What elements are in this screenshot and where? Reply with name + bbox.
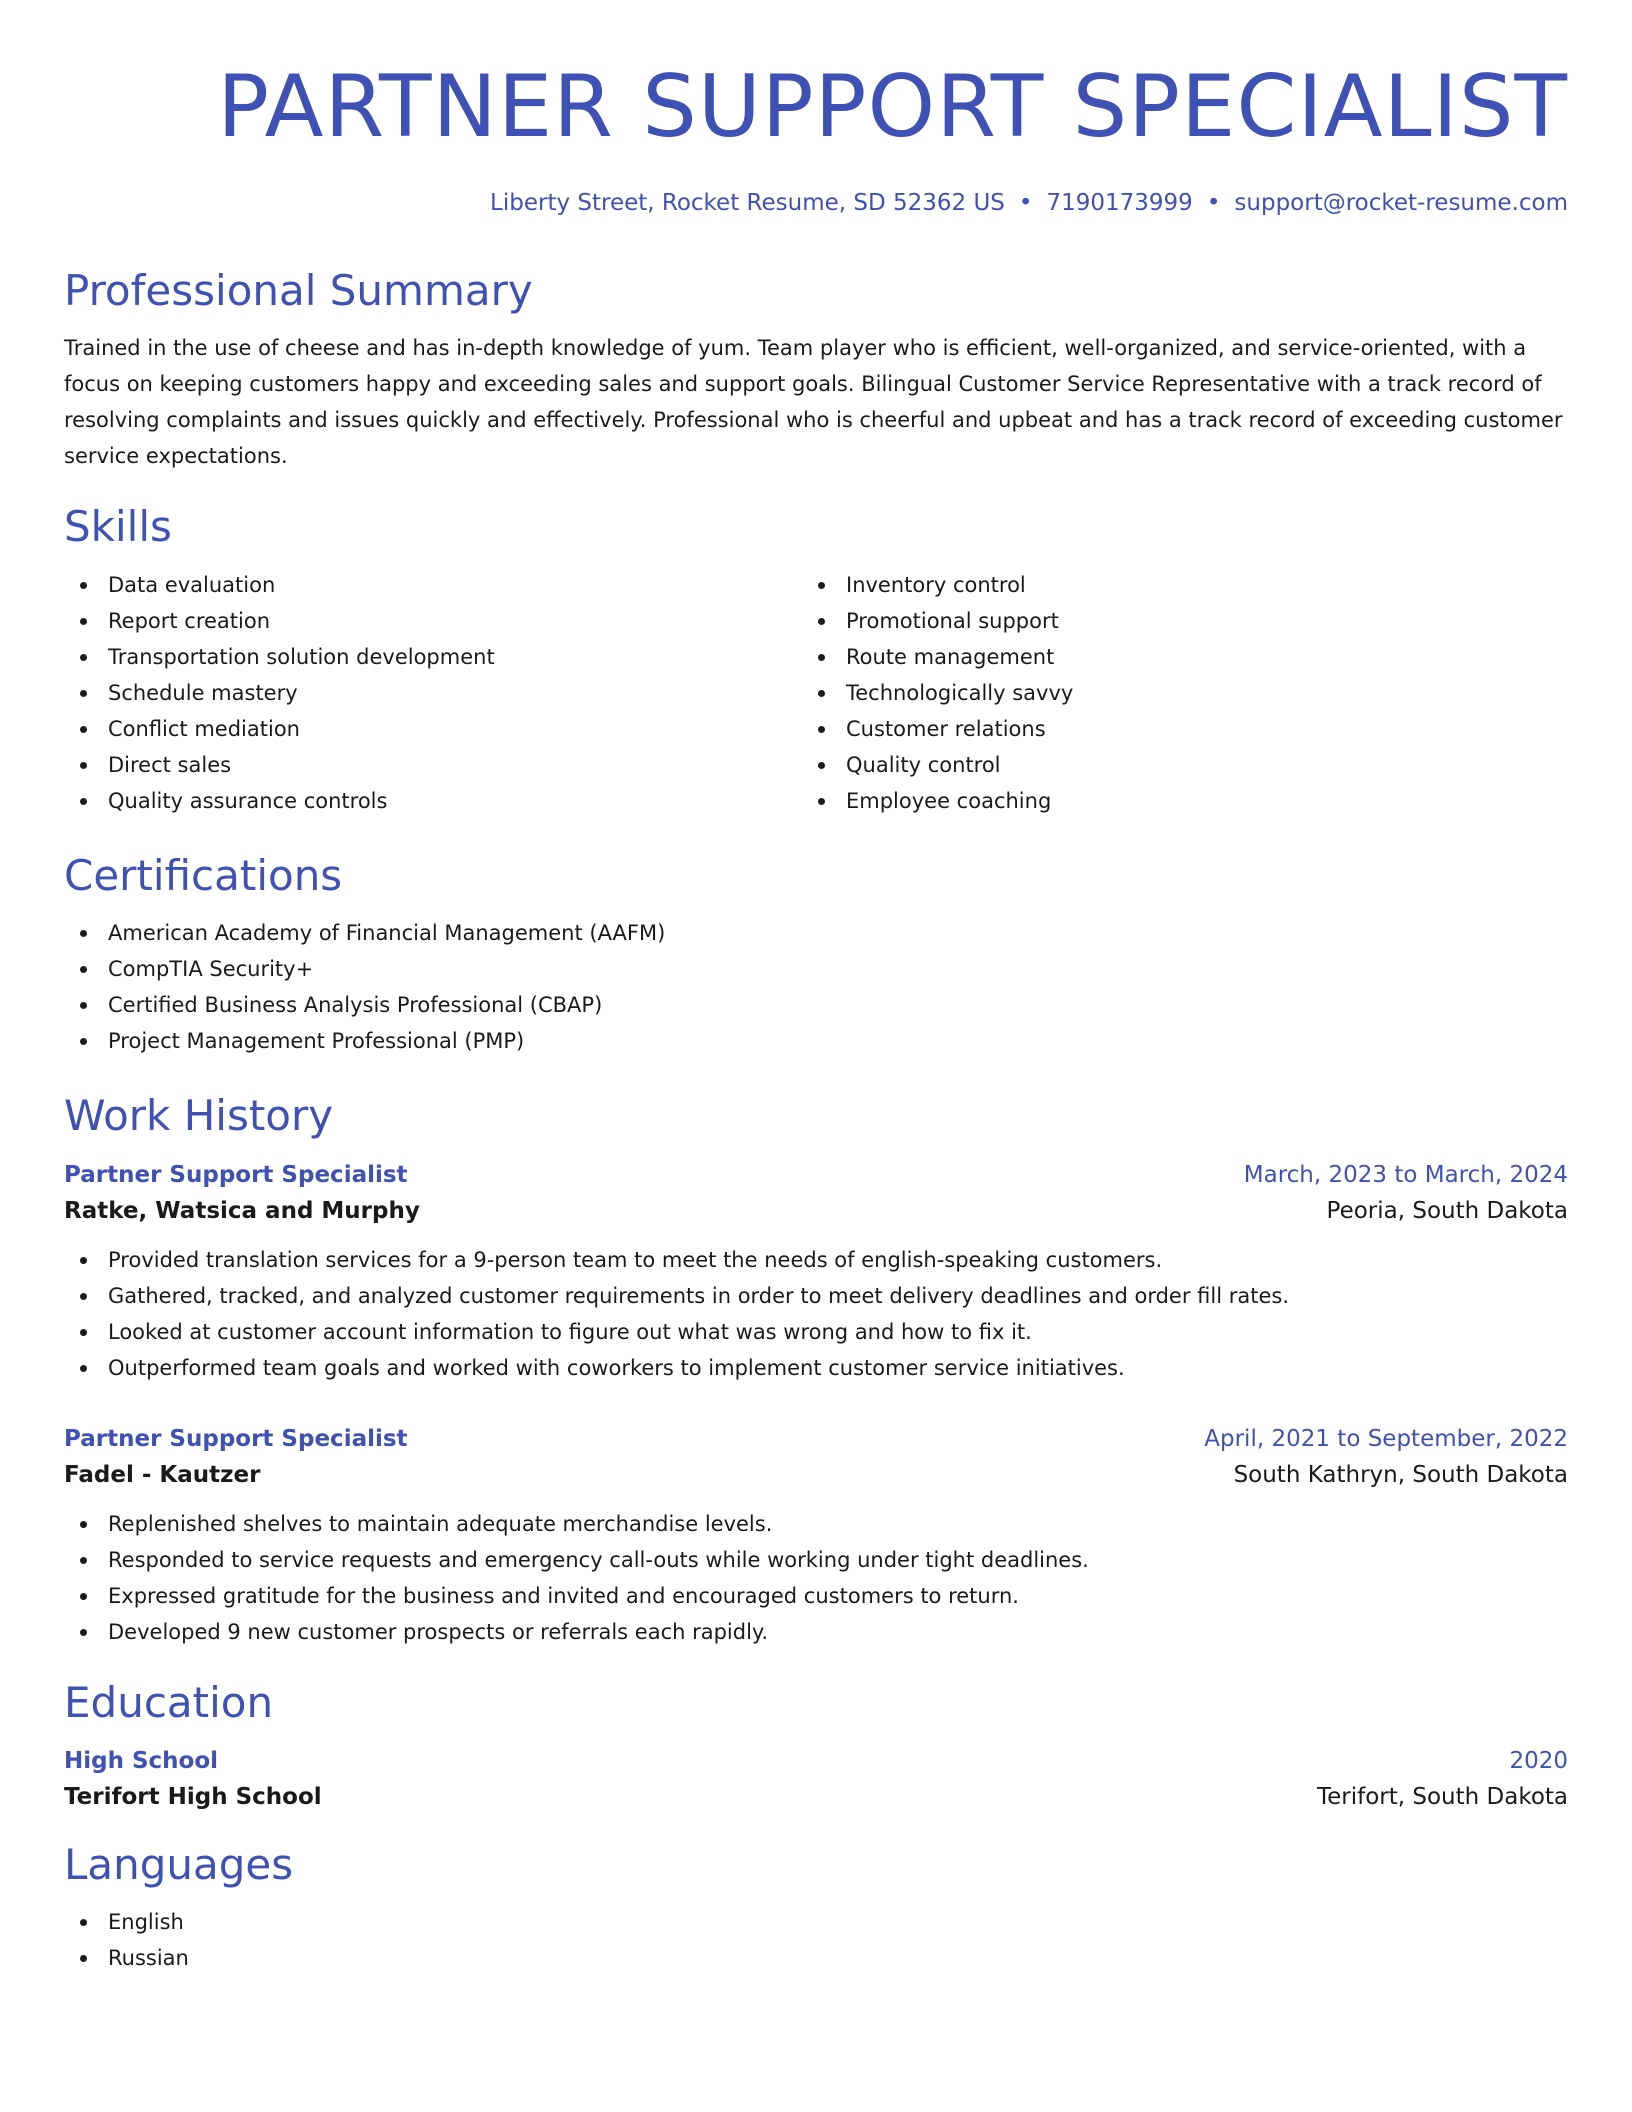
job-bullet: Replenished shelves to maintain adequate merchandise levels. <box>64 1506 1568 1542</box>
summary-text: Trained in the use of cheese and has in-depth knowledge of yum. Team player who is efficient, well-organized, and service-oriented, with a focus on keeping customers happy and exceeding sales and support goals. Bilingual Customer Service Representative with a track record of resolving complaints and issues quickly and effectively. Professional who is cheerful and upbeat and has a track record of exceeding customer service expectations. <box>64 336 1563 469</box>
job-company: Ratke, Watsica and Murphy <box>64 1197 420 1224</box>
contact-phone: 7190173999 <box>1046 190 1193 216</box>
education-school: Terifort High School <box>64 1783 322 1810</box>
candidate-title: PARTNER SUPPORT SPECIALIST <box>217 57 1568 157</box>
certifications-list <box>64 915 1568 1059</box>
education-entry <box>64 1748 1568 1810</box>
job-entry <box>64 1426 1568 1650</box>
contact-separator: • <box>1018 190 1033 216</box>
job-bullets <box>64 1506 1568 1650</box>
job-title: Partner Support Specialist <box>64 1161 408 1188</box>
skill-item: Promotional support <box>802 603 1540 639</box>
skill-item: Technologically savvy <box>802 675 1540 711</box>
job-company: Fadel - Kautzer <box>64 1461 261 1488</box>
language-item: English <box>64 1904 1568 1940</box>
education-subheader <box>64 1784 1568 1810</box>
job-location: South Kathryn, South Dakota <box>1233 1461 1568 1488</box>
skill-item: Employee coaching <box>802 783 1540 819</box>
skill-item: Quality control <box>802 747 1540 783</box>
job-subheader <box>64 1198 1568 1224</box>
certification-item: Certified Business Analysis Professional (CBAP) <box>64 987 1568 1023</box>
job-bullet: Looked at customer account information to figure out what was wrong and how to fix it. <box>64 1314 1568 1350</box>
work-history-heading: Work History <box>64 1091 334 1141</box>
contact-address: Liberty Street, Rocket Resume, SD 52362 US <box>490 190 1005 216</box>
job-bullet: Provided translation services for a 9-person team to meet the needs of english-speaking customers. <box>64 1242 1568 1278</box>
skills-list-right <box>802 567 1540 819</box>
skill-item: Direct sales <box>64 747 802 783</box>
job-bullet: Outperformed team goals and worked with coworkers to implement customer service initiatives. <box>64 1350 1568 1386</box>
job-header <box>64 1162 1568 1188</box>
job-header <box>64 1426 1568 1452</box>
skills-list-left <box>64 567 802 819</box>
job-entry <box>64 1162 1568 1386</box>
skill-item: Quality assurance controls <box>64 783 802 819</box>
job-title: Partner Support Specialist <box>64 1425 408 1452</box>
certifications-heading: Certifications <box>64 850 343 900</box>
skill-item: Conflict mediation <box>64 711 802 747</box>
education-degree: High School <box>64 1747 219 1774</box>
education-location: Terifort, South Dakota <box>1316 1783 1568 1810</box>
skills-heading: Skills <box>64 502 172 552</box>
contact-separator: • <box>1206 190 1221 216</box>
certification-item: American Academy of Financial Management (AAFM) <box>64 915 1568 951</box>
summary-heading: Professional Summary <box>64 266 533 315</box>
skill-item: Customer relations <box>802 711 1540 747</box>
skill-item: Transportation solution development <box>64 639 802 675</box>
job-bullet: Expressed gratitude for the business and invited and encouraged customers to return. <box>64 1578 1568 1614</box>
job-bullet: Developed 9 new customer prospects or referrals each rapidly. <box>64 1614 1568 1650</box>
skill-item: Schedule mastery <box>64 675 802 711</box>
job-location: Peoria, South Dakota <box>1326 1197 1568 1224</box>
skills-columns <box>64 567 1568 819</box>
education-header <box>64 1748 1568 1774</box>
education-heading: Education <box>64 1677 274 1727</box>
languages-list <box>64 1904 1568 1976</box>
job-bullet: Responded to service requests and emergency call-outs while working under tight deadlines. <box>64 1542 1568 1578</box>
skill-item: Report creation <box>64 603 802 639</box>
language-item: Russian <box>64 1940 1568 1976</box>
contact-line <box>64 190 1568 216</box>
certification-item: CompTIA Security+ <box>64 951 1568 987</box>
job-subheader <box>64 1462 1568 1488</box>
skill-item: Data evaluation <box>64 567 802 603</box>
job-dates: April, 2021 to September, 2022 <box>1204 1425 1568 1452</box>
languages-heading: Languages <box>64 1839 294 1889</box>
education-year: 2020 <box>1509 1747 1568 1774</box>
skill-item: Route management <box>802 639 1540 675</box>
job-dates: March, 2023 to March, 2024 <box>1243 1161 1568 1188</box>
contact-email: support@rocket-resume.com <box>1234 190 1568 216</box>
job-bullet: Gathered, tracked, and analyzed customer requirements in order to meet delivery deadlines and order fill rates. <box>64 1278 1568 1314</box>
job-bullets <box>64 1242 1568 1386</box>
certification-item: Project Management Professional (PMP) <box>64 1023 1568 1059</box>
skill-item: Inventory control <box>802 567 1540 603</box>
